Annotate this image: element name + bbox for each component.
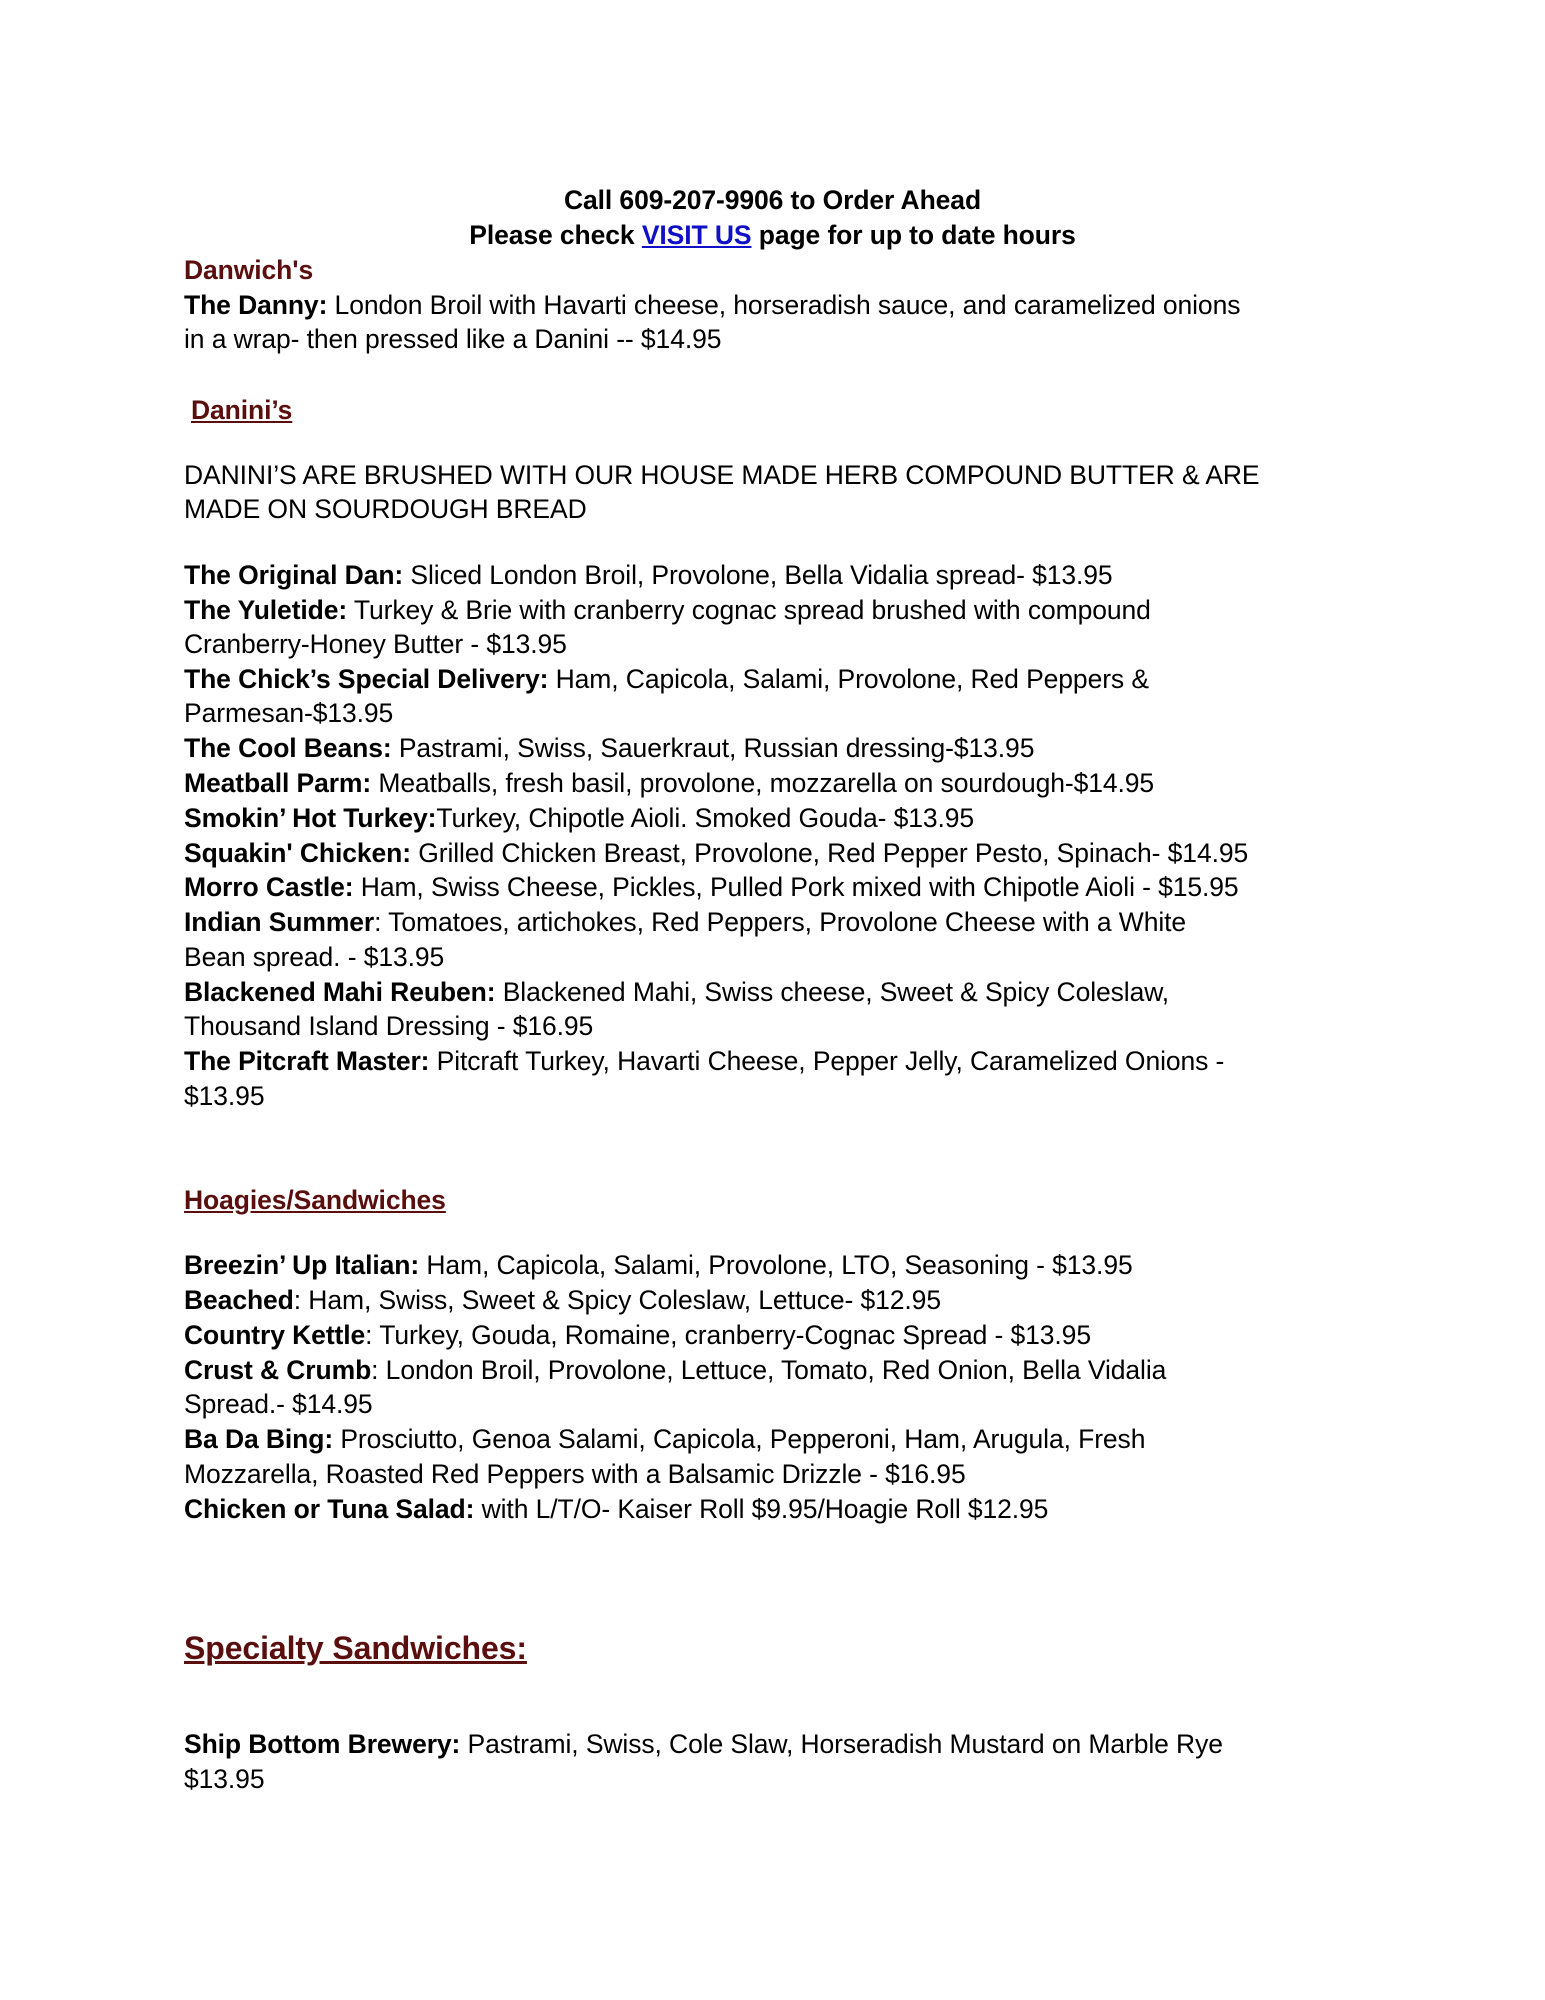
danini-note: DANINI’S ARE BRUSHED WITH OUR HOUSE MADE HERB COMPOUND BUTTER & ARE <box>184 460 1260 490</box>
menu-item <box>184 905 1186 939</box>
menu-item <box>184 1318 1091 1352</box>
menu-item-description: with L/T/O- Kaiser Roll $9.95/Hoagie Roll $12.95 <box>474 1494 1049 1524</box>
menu-item-description: Blackened Mahi, Swiss cheese, Sweet & Spicy Coleslaw, <box>495 977 1170 1007</box>
menu-item-name: The Chick’s Special Delivery: <box>184 664 549 694</box>
menu-item-description: Meatballs, fresh basil, provolone, mozzarella on sourdough-$14.95 <box>371 768 1155 798</box>
menu-item-description: London Broil with Havarti cheese, horseradish sauce, and caramelized onions <box>327 290 1241 320</box>
menu-item <box>184 1492 1048 1526</box>
visit-us-link[interactable]: VISIT US <box>641 220 752 250</box>
menu-item <box>184 731 1034 765</box>
menu-item-description: Ham, Capicola, Salami, Provolone, LTO, Seasoning - $13.95 <box>419 1250 1133 1280</box>
menu-item-name: Ship Bottom Brewery: <box>184 1729 461 1759</box>
menu-item-name: Squakin' Chicken: <box>184 838 411 868</box>
menu-item-description: Turkey, Chipotle Aioli. Smoked Gouda- $13.95 <box>436 803 975 833</box>
menu-item-name: Blackened Mahi Reuben: <box>184 977 496 1007</box>
menu-item-description-cont: Thousand Island Dressing - $16.95 <box>184 1011 594 1041</box>
menu-item <box>184 558 1113 592</box>
menu-item <box>184 766 1154 800</box>
menu-item-description: Sliced London Broil, Provolone, Bella Vidalia spread- $13.95 <box>403 560 1113 590</box>
menu-item-description-cont: Spread.- $14.95 <box>184 1389 373 1419</box>
menu-item-description: : Tomatoes, artichokes, Red Peppers, Provolone Cheese with a White <box>374 907 1187 937</box>
menu-item-name: The Original Dan: <box>184 560 404 590</box>
section-heading-danwich: Danwich's <box>184 255 314 285</box>
menu-item-description: Ham, Capicola, Salami, Provolone, Red Peppers & <box>548 664 1149 694</box>
hours-notice-suffix: page for up to date hours <box>751 220 1076 250</box>
menu-item-description-cont: Bean spread. - $13.95 <box>184 942 445 972</box>
menu-item <box>184 975 1169 1009</box>
menu-item-name: Indian Summer <box>184 907 375 937</box>
menu-item-name: Chicken or Tuna Salad: <box>184 1494 475 1524</box>
menu-item-description: : London Broil, Provolone, Lettuce, Tomato, Red Onion, Bella Vidalia <box>371 1355 1167 1385</box>
menu-item-name: Smokin’ Hot Turkey: <box>184 803 437 833</box>
menu-item-name: Meatball Parm: <box>184 768 372 798</box>
menu-item-name: Country Kettle <box>184 1320 366 1350</box>
menu-item-name: Breezin’ Up Italian: <box>184 1250 420 1280</box>
menu-item <box>184 1422 1145 1456</box>
menu-item-description: : Turkey, Gouda, Romaine, cranberry-Cognac Spread - $13.95 <box>365 1320 1091 1350</box>
menu-item-name: Ba Da Bing: <box>184 1424 334 1454</box>
section-heading-specialty: Specialty Sandwiches: <box>184 1630 527 1666</box>
danini-note-cont: MADE ON SOURDOUGH BREAD <box>184 494 587 524</box>
menu-item <box>184 662 1149 696</box>
menu-item <box>184 288 1240 322</box>
menu-item-description-cont: in a wrap- then pressed like a Danini -- $14.95 <box>184 324 722 354</box>
menu-item <box>184 593 1151 627</box>
menu-item <box>184 1044 1224 1078</box>
order-phone-line: Call 609-207-9906 to Order Ahead <box>563 185 982 215</box>
menu-item-description: : Ham, Swiss, Sweet & Spicy Coleslaw, Lettuce- $12.95 <box>293 1285 941 1315</box>
menu-item <box>184 801 974 835</box>
menu-item-name: The Cool Beans: <box>184 733 392 763</box>
menu-item-name: The Pitcraft Master: <box>184 1046 430 1076</box>
menu-item <box>184 1727 1223 1761</box>
menu-item-description: Ham, Swiss Cheese, Pickles, Pulled Pork mixed with Chipotle Aioli - $15.95 <box>353 872 1239 902</box>
menu-item-description: Prosciutto, Genoa Salami, Capicola, Pepperoni, Ham, Arugula, Fresh <box>333 1424 1146 1454</box>
menu-item-name: The Danny: <box>184 290 328 320</box>
menu-item-description: Pastrami, Swiss, Sauerkraut, Russian dressing-$13.95 <box>391 733 1035 763</box>
menu-item-description: Pastrami, Swiss, Cole Slaw, Horseradish Mustard on Marble Rye <box>460 1729 1223 1759</box>
hours-notice-prefix: Please check <box>469 220 642 250</box>
hours-notice <box>0 218 1545 252</box>
menu-item-name: Crust & Crumb <box>184 1355 372 1385</box>
menu-item <box>184 1353 1166 1387</box>
menu-item-description-cont: Cranberry-Honey Butter - $13.95 <box>184 629 567 659</box>
menu-item-description: Grilled Chicken Breast, Provolone, Red Pepper Pesto, Spinach- $14.95 <box>410 838 1249 868</box>
menu-item <box>184 1248 1133 1282</box>
menu-item <box>184 870 1239 904</box>
menu-item-description-cont: $13.95 <box>184 1081 265 1111</box>
menu-item-description: Pitcraft Turkey, Havarti Cheese, Pepper Jelly, Caramelized Onions - <box>429 1046 1225 1076</box>
menu-item-name: Morro Castle: <box>184 872 354 902</box>
menu-item-description: Turkey & Brie with cranberry cognac spread brushed with compound <box>347 595 1151 625</box>
menu-item-description-cont: $13.95 <box>184 1764 265 1794</box>
menu-item <box>184 836 1248 870</box>
menu-item-description-cont: Mozzarella, Roasted Red Peppers with a Balsamic Drizzle - $16.95 <box>184 1459 966 1489</box>
menu-item <box>184 1283 941 1317</box>
menu-item-description-cont: Parmesan-$13.95 <box>184 698 394 728</box>
menu-item-name: The Yuletide: <box>184 595 348 625</box>
menu-item-name: Beached <box>184 1285 294 1315</box>
section-heading-danini: Danini’s <box>191 395 293 425</box>
section-heading-hoagies: Hoagies/Sandwiches <box>184 1185 446 1215</box>
